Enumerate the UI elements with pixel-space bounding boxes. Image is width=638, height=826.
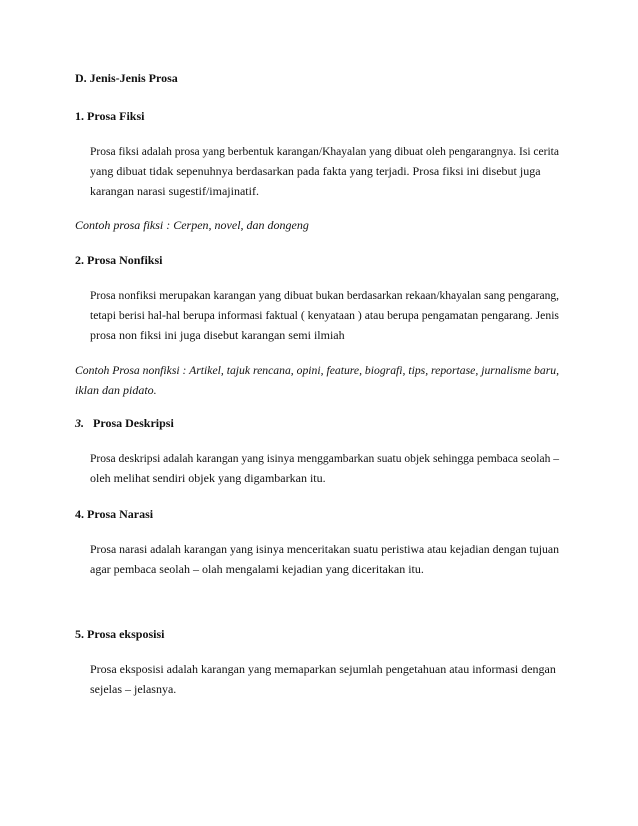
section-title: D. Jenis-Jenis Prosa xyxy=(75,71,178,85)
paragraph-line: karangan narasi sugestif/imajinatif. xyxy=(90,184,259,198)
paragraph-line: sejelas – jelasnya. xyxy=(90,682,177,696)
paragraph-line: prosa non fiksi ini juga disebut karangan semi ilmiah xyxy=(90,328,345,342)
paragraph-line: agar pembaca seolah – olah mengalami kejadian yang diceritakan itu. xyxy=(90,562,424,576)
paragraph-line: yang dibuat tidak sepenuhnya berdasarkan pada fakta yang terjadi. Prosa fiksi ini disebut juga xyxy=(90,164,541,178)
example-line: Contoh Prosa nonfiksi : Artikel, tajuk rencana, opini, feature, biografi, tips, reportase, jurnalisme baru, xyxy=(75,363,560,377)
heading-prosa-fiksi: 1. Prosa Fiksi xyxy=(75,109,145,123)
heading-prosa-deskripsi: Prosa Deskripsi xyxy=(93,416,174,430)
paragraph-line: Prosa narasi adalah karangan yang isinya menceritakan suatu peristiwa atau kejadian dengan tujuan xyxy=(90,542,559,556)
paragraph-line: Prosa fiksi adalah prosa yang berbentuk karangan/Khayalan yang dibuat oleh pengarangnya. Isi cerita xyxy=(90,144,559,158)
paragraph-line: Prosa eksposisi adalah karangan yang memaparkan sejumlah pengetahuan atau informasi dengan xyxy=(90,662,556,676)
paragraph-line: Prosa deskripsi adalah karangan yang isinya menggambarkan suatu objek sehingga pembaca seolah – xyxy=(90,451,560,465)
paragraph-line: tetapi berisi hal-hal berupa informasi faktual ( kenyataan ) atau berupa pengamatan pengarang. Jenis xyxy=(90,308,559,322)
example-line: Contoh prosa fiksi : Cerpen, novel, dan dongeng xyxy=(75,218,309,232)
heading-prosa-narasi: 4. Prosa Narasi xyxy=(75,507,154,521)
paragraph-line: oleh melihat sendiri objek yang digambarkan itu. xyxy=(90,471,326,485)
heading-prosa-nonfiksi: 2. Prosa Nonfiksi xyxy=(75,253,163,267)
example-line: iklan dan pidato. xyxy=(75,383,157,397)
paragraph-line: Prosa nonfiksi merupakan karangan yang dibuat bukan berdasarkan rekaan/khayalan sang pengarang, xyxy=(90,288,560,302)
heading-prosa-eksposisi: 5. Prosa eksposisi xyxy=(75,627,165,641)
heading-number: 3. xyxy=(75,416,84,430)
